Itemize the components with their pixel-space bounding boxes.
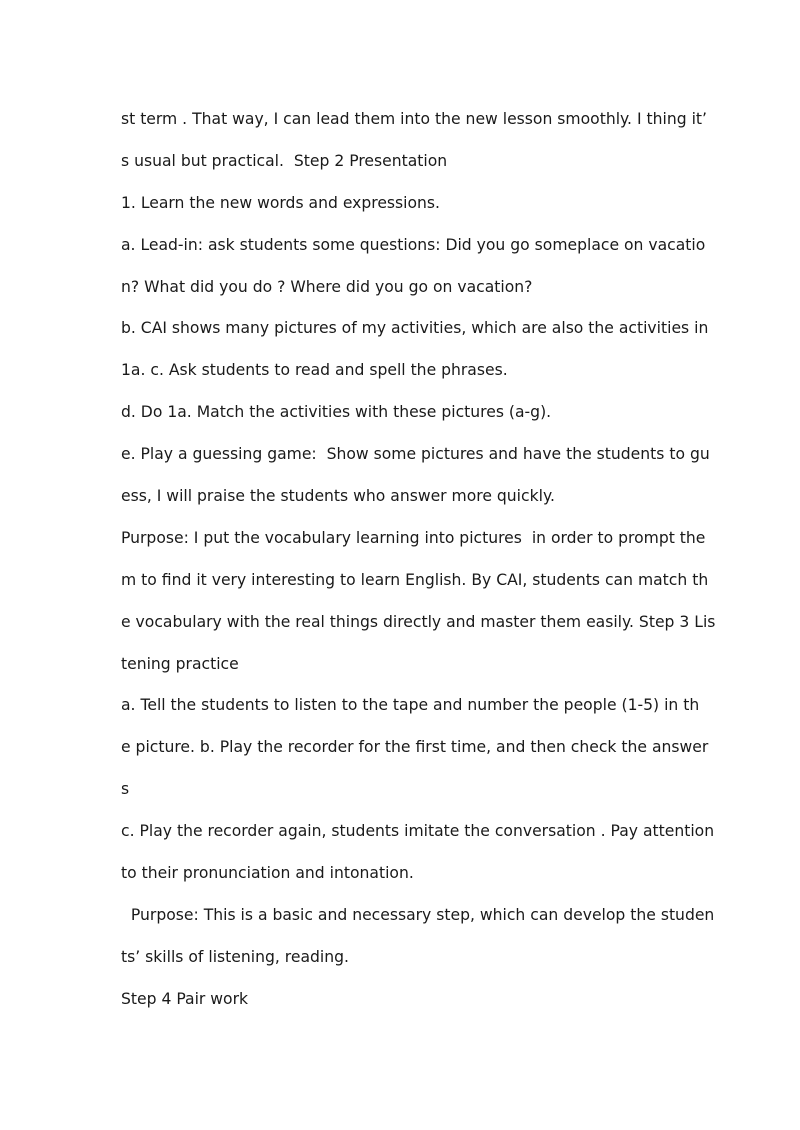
text-line: tening practice	[121, 654, 239, 673]
text-line: c. Play the recorder again, students imitate the conversation . Pay attention	[121, 822, 715, 841]
text-line: to their pronunciation and intonation.	[121, 864, 414, 883]
text-line: e vocabulary with the real things directly and master them easily. Step 3 Lis	[121, 612, 716, 631]
text-line: Step 4 Pair work	[121, 989, 249, 1008]
text-line: 1. Learn the new words and expressions.	[121, 193, 441, 212]
text-line: Purpose: I put the vocabulary learning into pictures in order to prompt the	[121, 528, 706, 547]
text-line: st term . That way, I can lead them into the new lesson smoothly. I thing it’	[121, 110, 707, 128]
text-line: 1a. c. Ask students to read and spell the phrases.	[121, 361, 508, 380]
text-line: s	[121, 780, 130, 799]
text-line: Purpose: This is a basic and necessary step, which can develop the studen	[121, 905, 715, 924]
text-line: b. CAI shows many pictures of my activities, which are also the activities in	[121, 319, 709, 338]
text-line: d. Do 1a. Match the activities with these pictures (a-g).	[121, 403, 552, 422]
document-body	[121, 104, 716, 1026]
text-line: e picture. b. Play the recorder for the first time, and then check the answer	[121, 738, 709, 757]
text-line: n? What did you do ? Where did you go on vacation?	[121, 277, 533, 296]
text-line: ess, I will praise the students who answer more quickly.	[121, 487, 555, 506]
text-line: s usual but practical. Step 2 Presentation	[121, 151, 448, 170]
text-line: a. Tell the students to listen to the tape and number the people (1-5) in th	[121, 696, 700, 715]
text-line: e. Play a guessing game: Show some pictures and have the students to gu	[121, 445, 710, 464]
text-line: ts’ skills of listening, reading.	[121, 947, 349, 966]
text-line: a. Lead-in: ask students some questions: Did you go someplace on vacatio	[121, 235, 706, 254]
text-line: m to find it very interesting to learn English. By CAI, students can match th	[121, 570, 709, 589]
